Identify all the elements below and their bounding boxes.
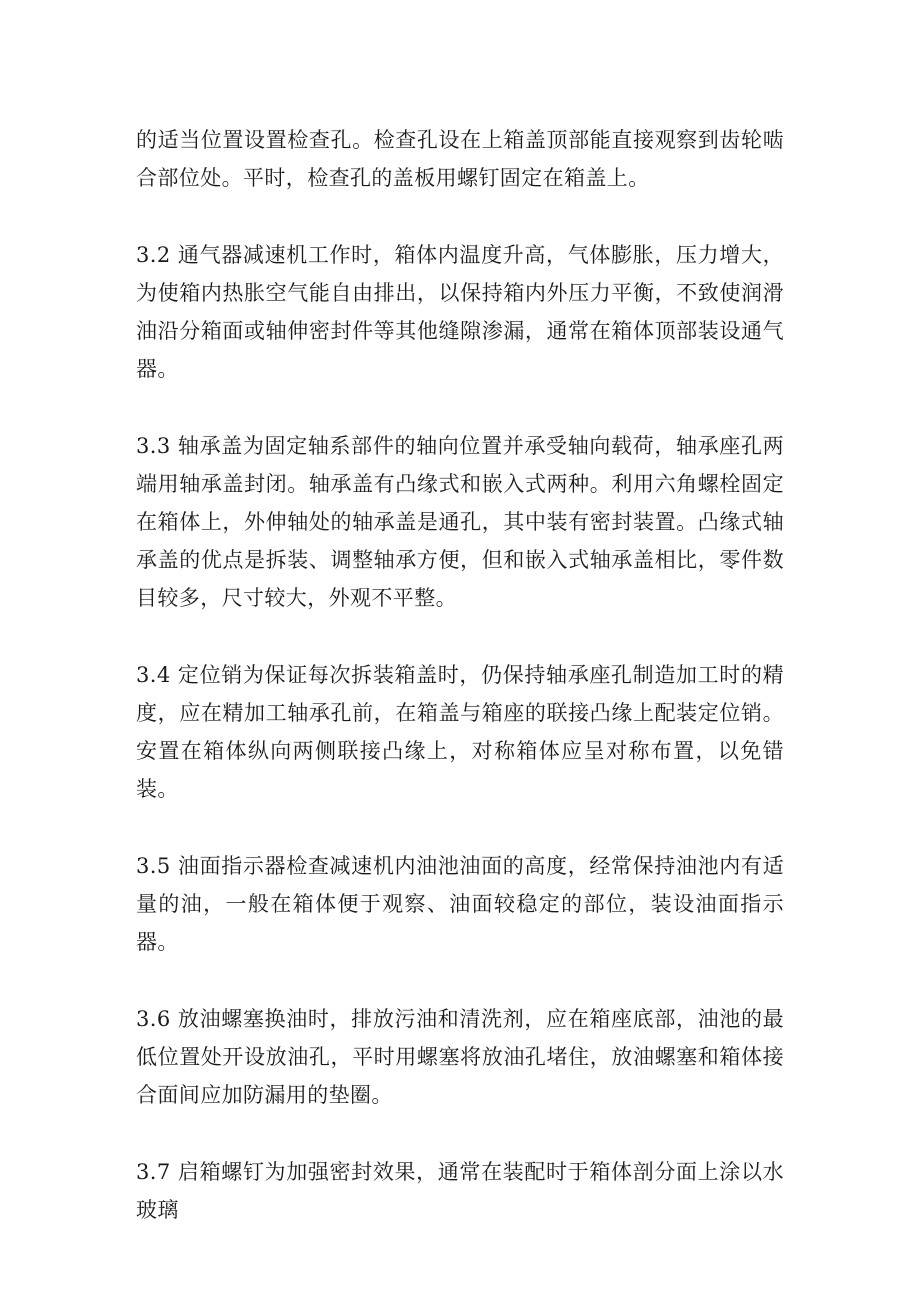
document-body xyxy=(136,121,784,1268)
paragraph-vent: 3.2 通气器减速机工作时，箱体内温度升高，气体膨胀，压力增大，为使箱内热胀空气能自由排出，以保持箱内外压力平衡，不致使润滑油沿分箱面或轴伸密封件等其他缝隙渗漏，通常在箱体顶部装设通气器。 xyxy=(136,243,784,381)
paragraph-locating-pin: 3.4 定位销为保证每次拆装箱盖时，仍保持轴承座孔制造加工时的精度，应在精加工轴承孔前，在箱盖与箱座的联接凸缘上配装定位销。安置在箱体纵向两侧联接凸缘上，对称箱体应呈对称布置，以免错装。 xyxy=(136,663,784,801)
paragraph-jack-screw: 3.7 启箱螺钉为加强密封效果，通常在装配时于箱体剖分面上涂以水玻璃 xyxy=(136,1160,784,1222)
paragraph-oil-indicator: 3.5 油面指示器检查减速机内油池油面的高度，经常保持油池内有适量的油，一般在箱体便于观察、油面较稳定的部位，装设油面指示器。 xyxy=(136,854,784,954)
paragraph-inspection-hole: 的适当位置设置检查孔。检查孔设在上箱盖顶部能直接观察到齿轮啮合部位处。平时，检查孔的盖板用螺钉固定在箱盖上。 xyxy=(136,128,784,190)
paragraph-bearing-cap: 3.3 轴承盖为固定轴系部件的轴向位置并承受轴向载荷，轴承座孔两端用轴承盖封闭。轴承盖有凸缘式和嵌入式两种。利用六角螺栓固定在箱体上，外伸轴处的轴承盖是通孔，其中装有密封装置。凸缘式轴承盖的优点是拆装、调整轴承方便，但和嵌入式轴承盖相比，零件数目较多，尺寸较大，外观不平整。 xyxy=(136,434,784,610)
paragraph-drain-plug: 3.6 放油螺塞换油时，排放污油和清洗剂，应在箱座底部，油池的最低位置处开设放油孔，平时用螺塞将放油孔堵住，放油螺塞和箱体接合面间应加防漏用的垫圈。 xyxy=(136,1007,784,1107)
